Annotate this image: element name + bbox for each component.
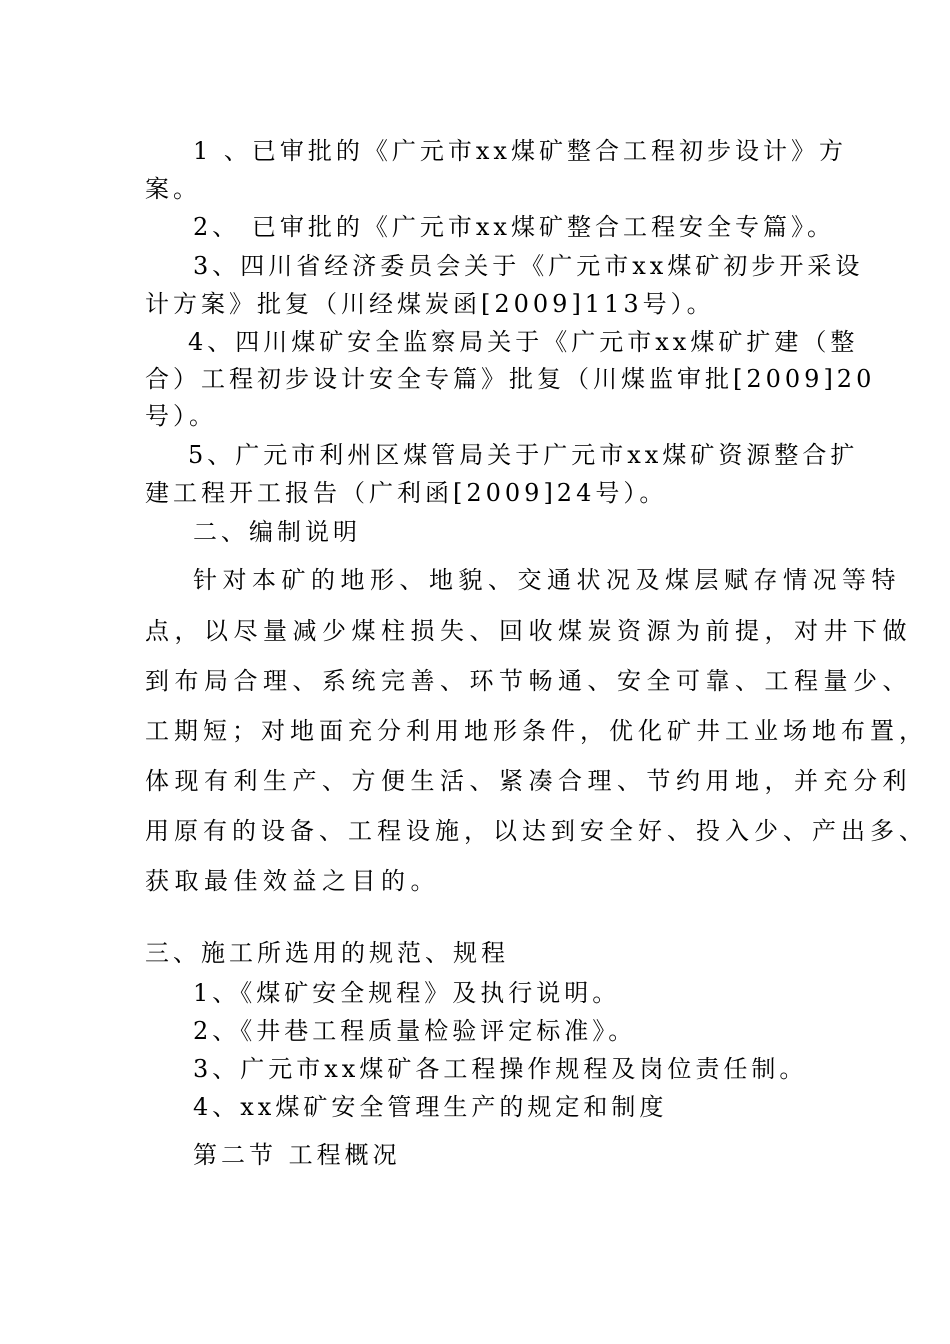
- body-line-7: 获取最佳效益之目的。: [145, 867, 440, 895]
- ref-item-5-line-2: 建工程开工报告（广利函[2009]24号）。: [145, 479, 668, 507]
- body-line-1: 针对本矿的地形、地貌、交通状况及煤层赋存情况等特: [193, 566, 901, 594]
- ref-item-3-line-2: 计方案》批复（川经煤炭函[2009]113号）。: [145, 290, 715, 318]
- section-title: 第二节 工程概况: [193, 1141, 401, 1169]
- body-line-5: 体现有利生产、方便生活、紧凑合理、节约用地，并充分利: [145, 767, 912, 795]
- section-2-heading: 二、编制说明: [193, 518, 361, 546]
- ref-item-4-line-1: 4、四川煤矿安全监察局关于《广元市xx煤矿扩建（整: [188, 328, 859, 356]
- body-line-4: 工期短；对地面充分利用地形条件，优化矿井工业场地布置，: [145, 717, 928, 745]
- section-3-heading: 三、施工所选用的规范、规程: [145, 939, 509, 967]
- spec-item-2: 2、《井巷工程质量检验评定标准》。: [193, 1017, 637, 1045]
- ref-item-2: 2、 已审批的《广元市xx煤矿整合工程安全专篇》。: [193, 213, 835, 241]
- spec-item-3: 3、广元市xx煤矿各工程操作规程及岗位责任制。: [193, 1055, 808, 1083]
- body-line-2: 点，以尽量减少煤柱损失、回收煤炭资源为前提，对井下做: [145, 617, 912, 645]
- ref-item-4-line-3: 号）。: [145, 402, 217, 430]
- spec-item-4: 4、xx煤矿安全管理生产的规定和制度: [193, 1093, 668, 1121]
- body-line-3: 到布局合理、系统完善、环节畅通、安全可靠、工程量少、: [145, 667, 912, 695]
- ref-item-5-line-1: 5、广元市利州区煤管局关于广元市xx煤矿资源整合扩: [188, 441, 859, 469]
- ref-item-1-line-1: 1 、已审批的《广元市xx煤矿整合工程初步设计》方: [193, 137, 847, 165]
- ref-item-1-line-2: 案。: [145, 175, 201, 203]
- body-line-6: 用原有的设备、工程设施，以达到安全好、投入少、产出多、: [145, 817, 928, 845]
- ref-item-4-line-2: 合）工程初步设计安全专篇》批复（川煤监审批[2009]20: [145, 365, 876, 393]
- spec-item-1: 1、《煤矿安全规程》及执行说明。: [193, 979, 621, 1007]
- ref-item-3-line-1: 3、四川省经济委员会关于《广元市xx煤矿初步开采设: [193, 252, 864, 280]
